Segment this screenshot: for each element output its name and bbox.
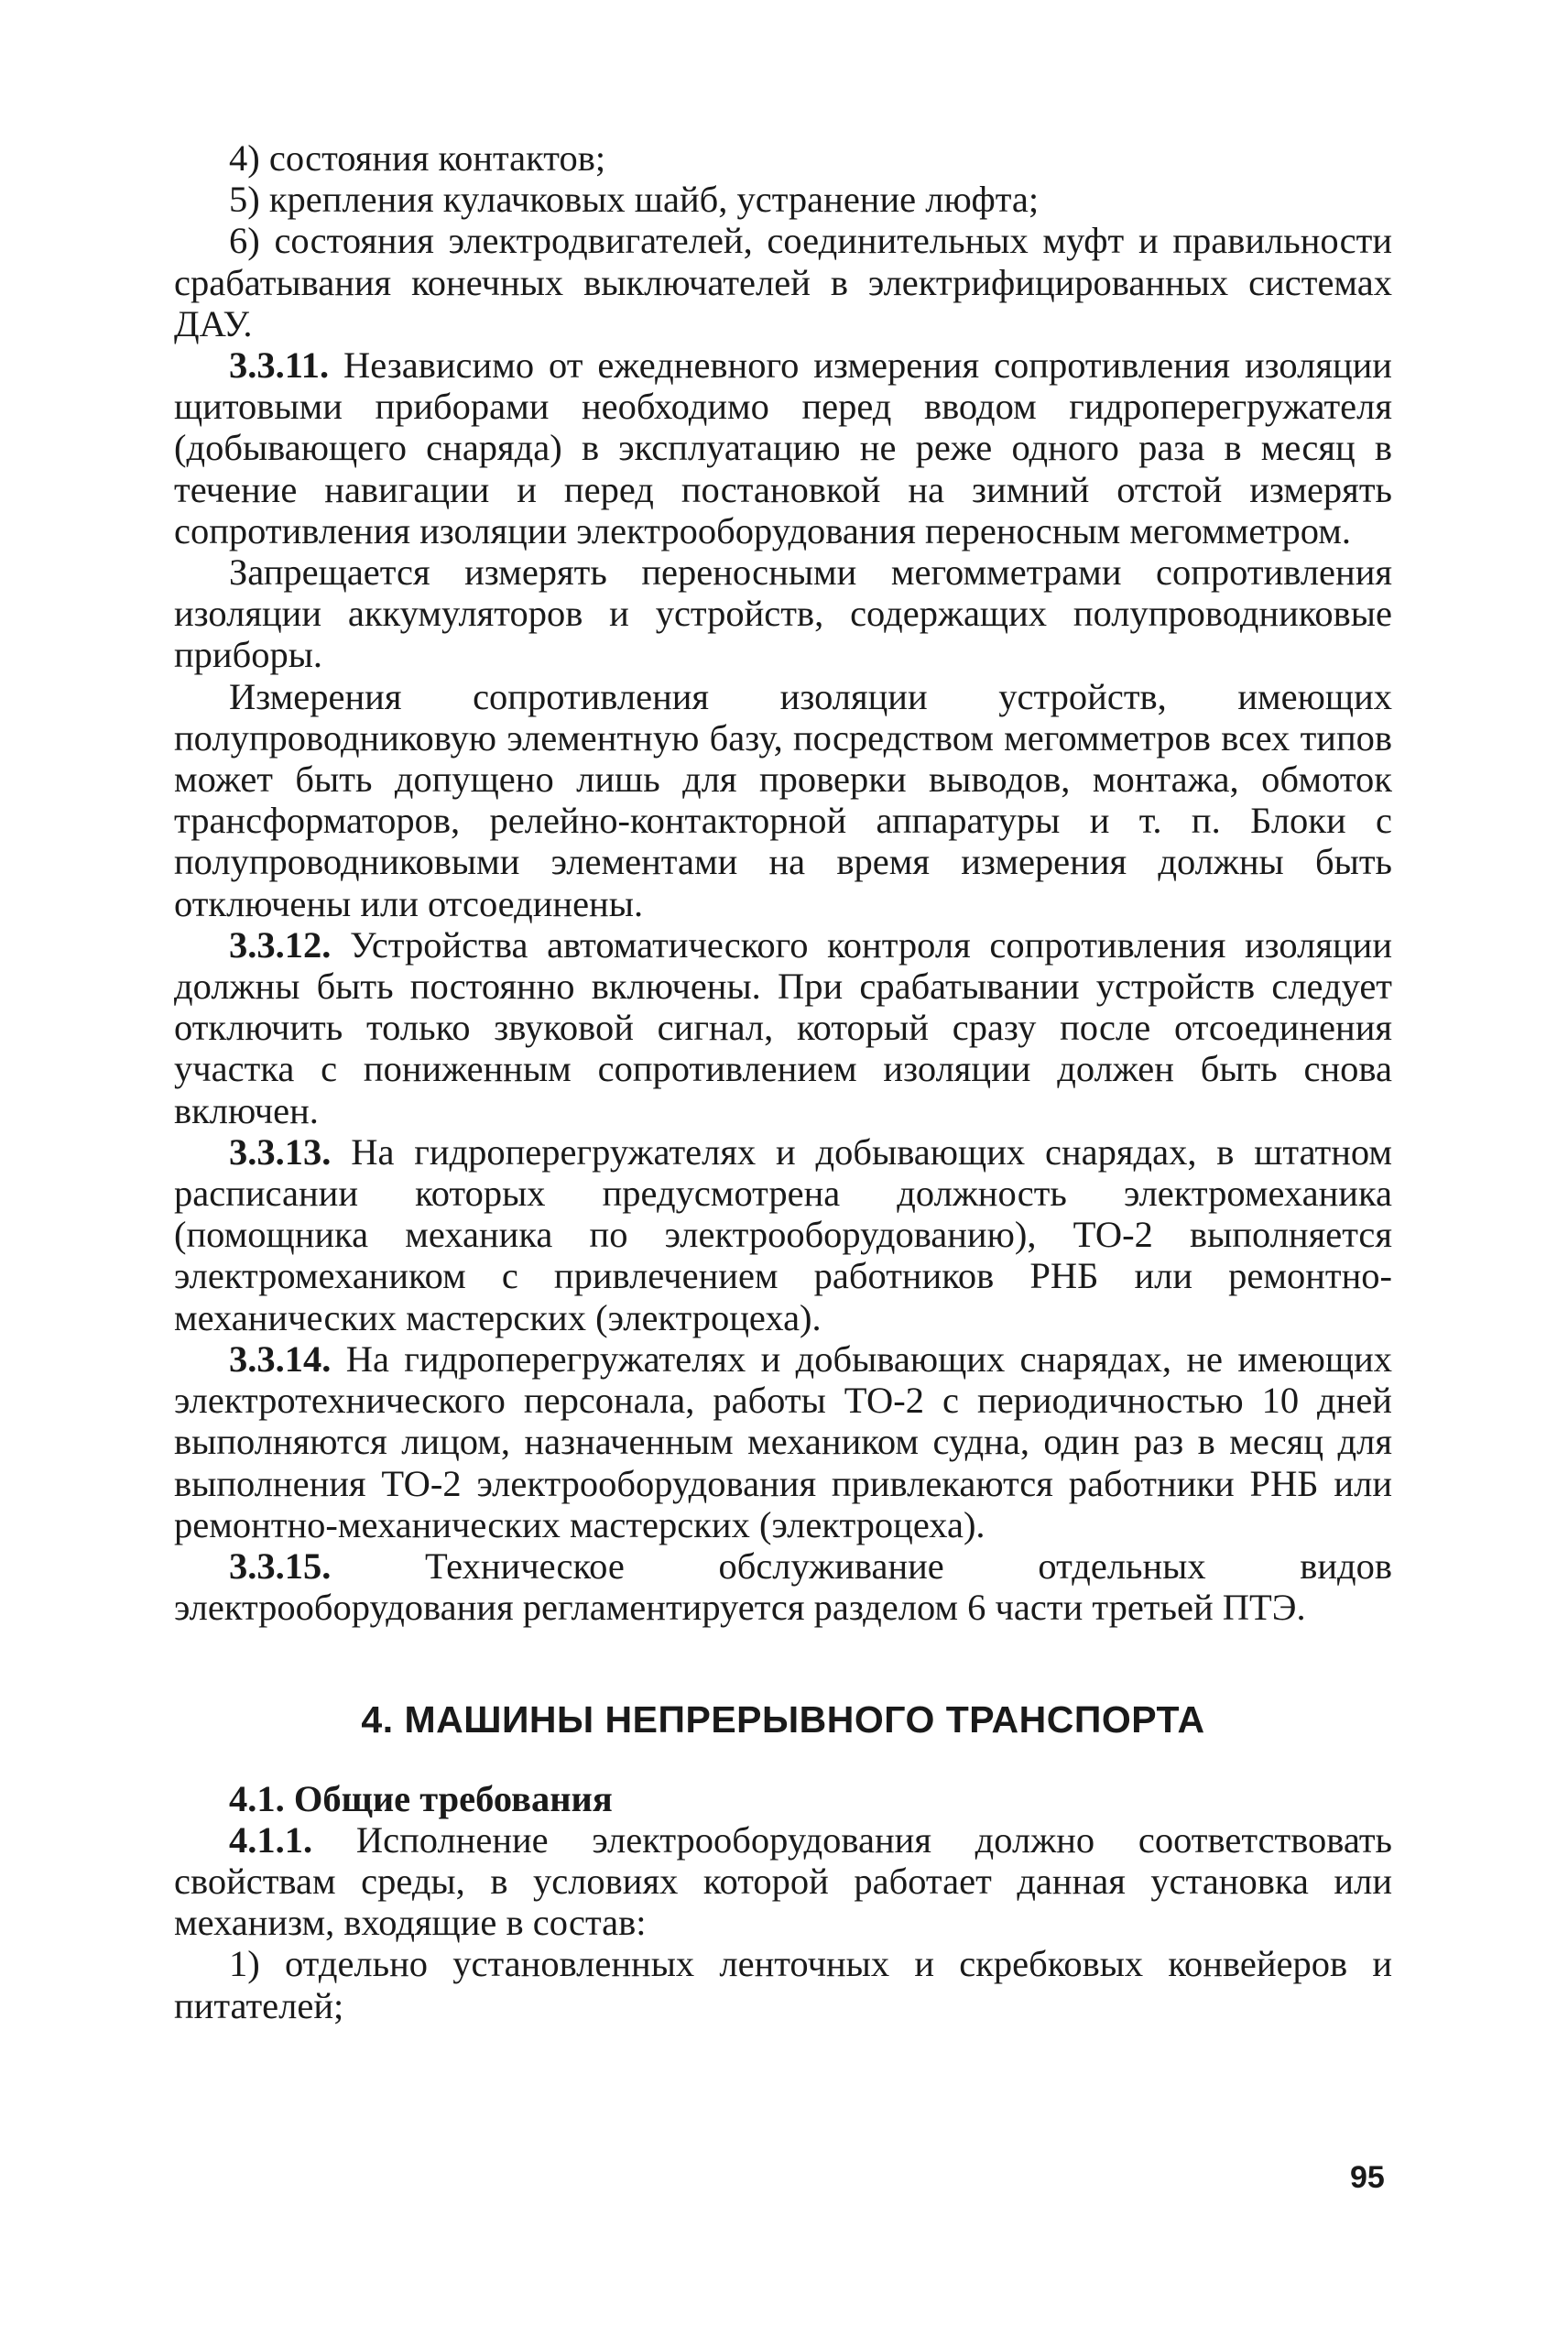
document-page xyxy=(174,137,1392,2026)
clause-paragraph xyxy=(174,1819,1392,1944)
paragraph xyxy=(174,551,1392,676)
paragraph-text: Измерения сопротивления изоляции устройств, имеющих полупроводниковую элементную базу, посредством мегомметров всех типов может быть допущено лишь для проверки выводов, монтажа, обмоток трансформаторов, релейно-контакторной аппаратуры и т. п. Блоки с полупроводниковыми элементами на время измерения должны быть отключены или отсоединены. xyxy=(174,675,1392,924)
list-item xyxy=(174,220,1392,344)
list-item xyxy=(174,1943,1392,2025)
paragraph-text: Техническое обслуживание отдельных видов электрооборудования регламентируется разделом 6 части третьей ПТЭ. xyxy=(174,1545,1392,1629)
paragraph-text: Исполнение электрооборудования должно соответствовать свойствам среды, в условиях которой работает данная установка или механизм, входящие в состав: xyxy=(174,1818,1392,1944)
paragraph-text: На гидроперегружателях и добывающих снарядах, не имеющих электротехнического персонала, работы ТО-2 с периодичностью 10 дней выполняются лицом, назначенным механиком судна, один раз в месяц для выполнения ТО-2 электрооборудования привлекаются работники РНБ или ремонтно-механических мастерских (электроцеха). xyxy=(174,1337,1392,1545)
paragraph-text: 5) крепления кулачковых шайб, устранение люфта; xyxy=(229,179,1040,221)
clause-number: 4.1.1. xyxy=(229,1818,313,1861)
clause-number: 3.3.14. xyxy=(229,1337,332,1380)
paragraph-text: 4) состояния контактов; xyxy=(229,137,606,179)
paragraph-text: Устройства автоматического контроля сопротивления изоляции должны быть постоянно включены. При срабатывании устройств следует отключить только звуковой сигнал, который сразу после отсоединения участка с пониженным сопротивлением изоляции должен быть снова включен. xyxy=(174,923,1392,1131)
clause-number: 3.3.11. xyxy=(229,344,330,387)
paragraph xyxy=(174,676,1392,924)
clause-number: 3.3.12. xyxy=(229,923,332,966)
paragraph-text: На гидроперегружателях и добывающих снарядах, в штатном расписании которых предусмотрена должность электромеханика (помощника механика по электрооборудованию), ТО-2 выполняется электромехаником с привлечением работников РНБ или ремонтно-механических мастерских (электроцеха). xyxy=(174,1130,1392,1338)
clause-number: 3.3.13. xyxy=(229,1130,332,1173)
clause-paragraph xyxy=(174,1338,1392,1545)
clause-paragraph xyxy=(174,1131,1392,1338)
clause-paragraph xyxy=(174,1545,1392,1628)
list-item xyxy=(174,137,1392,179)
paragraph-text: Запрещается измерять переносными мегомметрами сопротивления изоляции аккумуляторов и устройств, содержащих полупроводниковые приборы. xyxy=(174,551,1392,676)
list-item xyxy=(174,179,1392,220)
page-number: 95 xyxy=(1350,2160,1385,2195)
section-heading: 4. МАШИНЫ НЕПРЕРЫВНОГО ТРАНСПОРТА xyxy=(361,1698,1205,1741)
paragraph-text: 6) состояния электродвигателей, соединительных муфт и правильности срабатывания конечных выключателей в электрифицированных системах ДАУ. xyxy=(174,220,1392,344)
clause-paragraph xyxy=(174,924,1392,1131)
subsection-heading: 4.1. Общие требования xyxy=(229,1777,613,1819)
paragraph-text: Независимо от ежедневного измерения сопротивления изоляции щитовыми приборами необходимо перед вводом гидроперегружателя (добывающего снаряда) в эксплуатацию не реже одного раза в месяц в течение навигации и перед постановкой на зимний отстой измерять сопротивления изоляции электрооборудования переносным мегомметром. xyxy=(174,344,1392,551)
clause-paragraph xyxy=(174,344,1392,551)
clause-number: 3.3.15. xyxy=(229,1545,332,1587)
paragraph-text: 1) отдельно установленных ленточных и скребковых конвейеров и питателей; xyxy=(174,1943,1392,2026)
